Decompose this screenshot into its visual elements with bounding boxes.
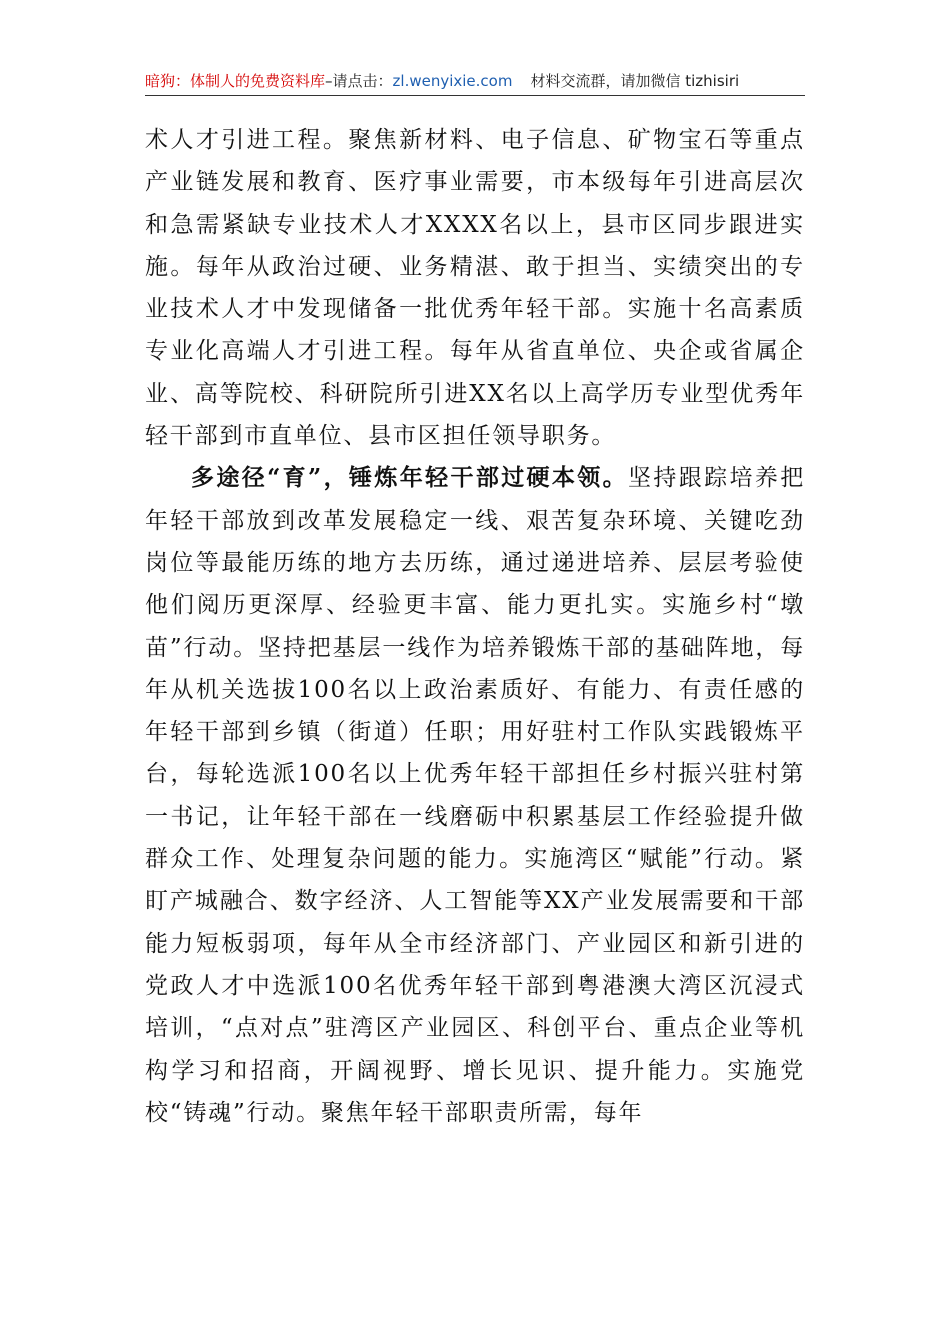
header-divider xyxy=(145,95,805,96)
header-url-link[interactable]: zl.wenyixie.com xyxy=(392,72,513,90)
paragraph-text: 术人才引进工程。聚焦新材料、电子信息、矿物宝石等重点产业链发展和教育、医疗事业需要，市本级每年引进高层次和急需紧缺专业技术人才XXXX名以上，县市区同步跟进实施。每年从政治过硬、业务精湛、敢于担当、实绩突出的专业技术人才中发现储备一批优秀年轻干部。实施十名高素质专业化高端人才引进工程。每年从省直单位、央企或省属企业、高等院校、科研院所引进XX名以上高学历专业型优秀年轻干部到市直单位、县市区担任领导职务。 xyxy=(145,127,805,450)
header-click-prompt: –请点击： xyxy=(325,72,393,90)
header-contact: 材料交流群，请加微信 tizhisiri xyxy=(530,72,740,90)
paragraph-lead-heading: 多途径“育”，锤炼年轻干部过硬本领。 xyxy=(191,464,629,492)
paragraph-cultivate xyxy=(145,457,805,1134)
paragraph-text: 坚持跟踪培养把年轻干部放到改革发展稳定一线、艰苦复杂环境、关键吃劲岗位等最能历练的地方去历练，通过递进培养、层层考验使他们阅历更深厚、经验更丰富、能力更扎实。实施乡村“墩苗”行动。坚持把基层一线作为培养锻炼干部的基础阵地，每年从机关选拔100名以上政治素质好、有能力、有责任感的年轻干部到乡镇（街道）任职；用好驻村工作队实践锻炼平台，每轮选派100名以上优秀年轻干部担任乡村振兴驻村第一书记，让年轻干部在一线磨砺中积累基层工作经验提升做群众工作、处理复杂问题的能力。实施湾区“赋能”行动。紧盯产城融合、数字经济、人工智能等XX产业发展需要和干部能力短板弱项，每年从全市经济部门、产业园区和新引进的党政人才中选派100名优秀年轻干部到粤港澳大湾区沉浸式培训，“点对点”驻湾区产业园区、科创平台、重点企业等机构学习和招商，开阔视野、增长见识、提升能力。实施党校“铸魂”行动。聚焦年轻干部职责所需，每年 xyxy=(145,465,805,1126)
paragraph-continued xyxy=(145,119,805,457)
page-header xyxy=(145,68,805,94)
document-body xyxy=(145,119,805,1134)
header-site-name: 暗狗：体制人的免费资料库 xyxy=(145,72,326,90)
